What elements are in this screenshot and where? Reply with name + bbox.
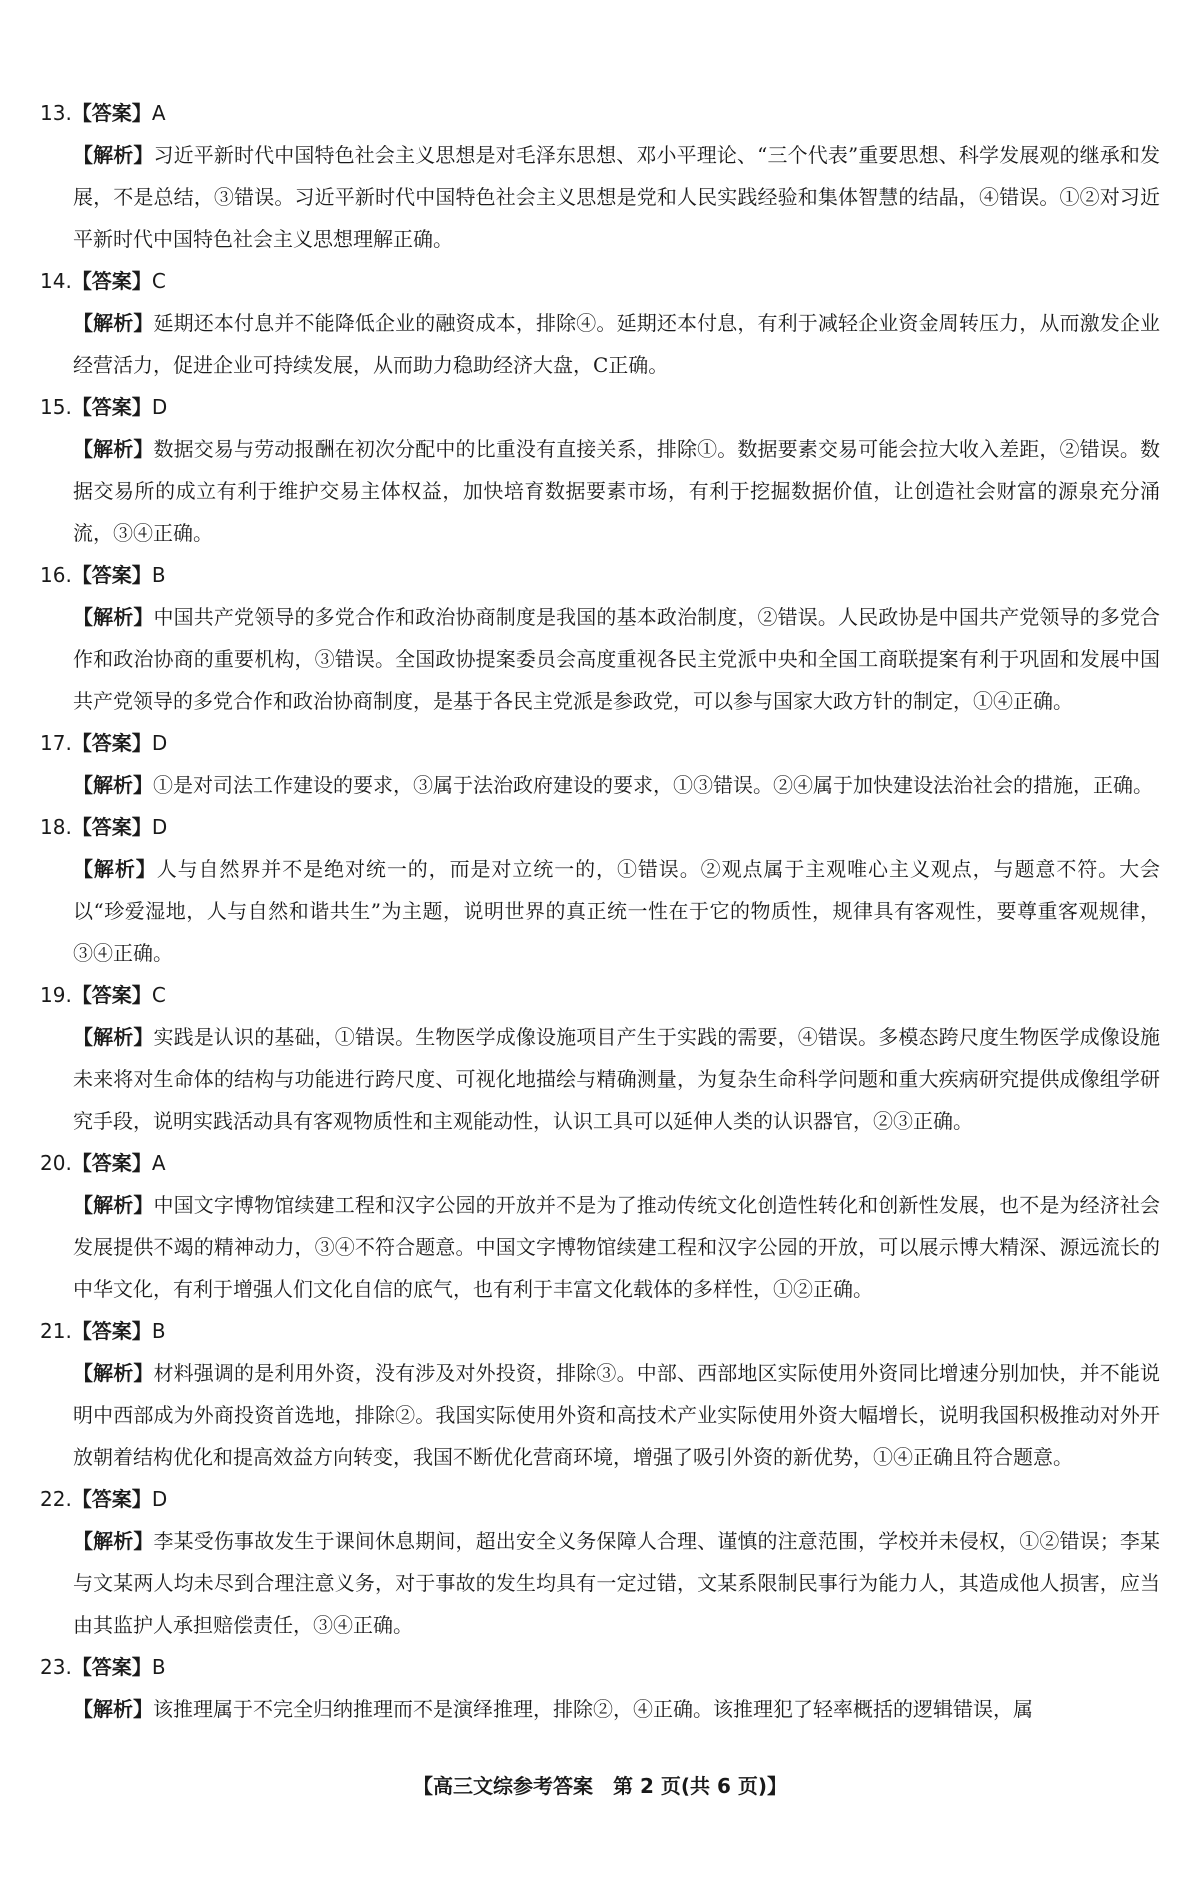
question-20 xyxy=(40,1142,1160,1310)
answer-value: C xyxy=(151,269,166,293)
question-18 xyxy=(40,806,1160,974)
question-number: 19. xyxy=(40,983,72,1007)
analysis-body: 中国文字博物馆续建工程和汉字公园的开放并不是为了推动传统文化创造性转化和创新性发展，也不是为经济社会发展提供不竭的精神动力，③④不符合题意。中国文字博物馆续建工程和汉字公园的开放，可以展示博大精深、源远流长的中华文化，有利于增强人们文化自信的底气，也有利于丰富文化载体的多样性，①②正确。 xyxy=(73,1193,1161,1301)
analysis-text xyxy=(73,428,1160,554)
analysis-text xyxy=(73,1184,1160,1310)
question-number: 17. xyxy=(40,731,72,755)
analysis-text xyxy=(73,764,1160,806)
answer-line xyxy=(40,260,1160,302)
answer-line xyxy=(40,554,1160,596)
question-15 xyxy=(40,386,1160,554)
analysis-label: 【解析】 xyxy=(73,311,154,335)
answer-label: 【答案】 xyxy=(71,1487,152,1511)
answer-line xyxy=(40,806,1160,848)
answer-label: 【答案】 xyxy=(71,1319,152,1343)
answer-line xyxy=(40,92,1160,134)
analysis-label: 【解析】 xyxy=(73,143,154,167)
answer-value: A xyxy=(151,1151,166,1175)
question-number: 22. xyxy=(40,1487,72,1511)
question-number: 20. xyxy=(40,1151,72,1175)
question-22 xyxy=(40,1478,1160,1646)
question-number: 14. xyxy=(40,269,72,293)
analysis-label: 【解析】 xyxy=(73,1529,154,1553)
analysis-text xyxy=(73,1352,1160,1478)
analysis-text xyxy=(73,1016,1160,1142)
question-23 xyxy=(40,1646,1160,1730)
analysis-body: 该推理属于不完全归纳推理而不是演绎推理，排除②，④正确。该推理犯了轻率概括的逻辑错误，属 xyxy=(153,1697,1033,1721)
answer-line xyxy=(40,974,1160,1016)
answer-label: 【答案】 xyxy=(71,269,152,293)
question-19 xyxy=(40,974,1160,1142)
analysis-label: 【解析】 xyxy=(73,1361,154,1385)
question-21 xyxy=(40,1310,1160,1478)
analysis-text xyxy=(73,134,1160,260)
answer-label: 【答案】 xyxy=(71,101,152,125)
answer-label: 【答案】 xyxy=(71,983,152,1007)
analysis-body: 李某受伤事故发生于课间休息期间，超出安全义务保障人合理、谨慎的注意范围，学校并未侵权，①②错误；李某与文某两人均未尽到合理注意义务，对于事故的发生均具有一定过错，文某系限制民事行为能力人，其造成他人损害，应当由其监护人承担赔偿责任，③④正确。 xyxy=(73,1529,1161,1637)
question-number: 16. xyxy=(40,563,72,587)
analysis-label: 【解析】 xyxy=(73,437,154,461)
answer-line xyxy=(40,722,1160,764)
question-number: 23. xyxy=(40,1655,72,1679)
answer-label: 【答案】 xyxy=(71,815,152,839)
answer-line xyxy=(40,386,1160,428)
analysis-label: 【解析】 xyxy=(73,1193,154,1217)
question-17 xyxy=(40,722,1160,806)
analysis-label: 【解析】 xyxy=(73,773,153,797)
answer-label: 【答案】 xyxy=(71,1655,152,1679)
analysis-body: ①是对司法工作建设的要求，③属于法治政府建设的要求，①③错误。②④属于加快建设法治社会的措施，正确。 xyxy=(153,773,1153,797)
question-number: 21. xyxy=(40,1319,72,1343)
answer-key-page xyxy=(40,92,1160,1730)
question-13 xyxy=(40,92,1160,260)
page-footer: 【高三文综参考答案 第 2 页(共 6 页)】 xyxy=(413,1774,787,1798)
analysis-body: 习近平新时代中国特色社会主义思想是对毛泽东思想、邓小平理论、“三个代表”重要思想、科学发展观的继承和发展，不是总结，③错误。习近平新时代中国特色社会主义思想是党和人民实践经验和集体智慧的结晶，④错误。①②对习近平新时代中国特色社会主义思想理解正确。 xyxy=(73,143,1161,251)
analysis-text xyxy=(73,302,1160,386)
analysis-body: 中国共产党领导的多党合作和政治协商制度是我国的基本政治制度，②错误。人民政协是中国共产党领导的多党合作和政治协商的重要机构，③错误。全国政协提案委员会高度重视各民主党派中央和全国工商联提案有利于巩固和发展中国共产党领导的多党合作和政治协商制度，是基于各民主党派是参政党，可以参与国家大政方针的制定，①④正确。 xyxy=(73,605,1161,713)
answer-label: 【答案】 xyxy=(71,731,152,755)
answer-value: B xyxy=(151,1319,166,1343)
question-16 xyxy=(40,554,1160,722)
analysis-body: 延期还本付息并不能降低企业的融资成本，排除④。延期还本付息，有利于减轻企业资金周转压力，从而激发企业经营活力，促进企业可持续发展，从而助力稳助经济大盘，C正确。 xyxy=(73,311,1161,377)
answer-value: D xyxy=(151,1487,168,1511)
answer-value: C xyxy=(151,983,166,1007)
answer-value: D xyxy=(151,395,168,419)
analysis-label: 【解析】 xyxy=(73,857,157,881)
analysis-text xyxy=(73,1520,1160,1646)
analysis-body: 人与自然界并不是绝对统一的，而是对立统一的，①错误。②观点属于主观唯心主义观点，与题意不符。大会以“珍爱湿地，人与自然和谐共生”为主题，说明世界的真正统一性在于它的物质性，规律具有客观性，要尊重客观规律，③④正确。 xyxy=(73,857,1161,965)
answer-line xyxy=(40,1478,1160,1520)
analysis-label: 【解析】 xyxy=(73,1697,153,1721)
question-14 xyxy=(40,260,1160,386)
answer-label: 【答案】 xyxy=(71,395,152,419)
analysis-body: 数据交易与劳动报酬在初次分配中的比重没有直接关系，排除①。数据要素交易可能会拉大收入差距，②错误。数据交易所的成立有利于维护交易主体权益，加快培育数据要素市场，有利于挖掘数据价值，让创造社会财富的源泉充分涌流，③④正确。 xyxy=(73,437,1161,545)
question-number: 18. xyxy=(40,815,72,839)
analysis-body: 材料强调的是利用外资，没有涉及对外投资，排除③。中部、西部地区实际使用外资同比增速分别加快，并不能说明中西部成为外商投资首选地，排除②。我国实际使用外资和高技术产业实际使用外资大幅增长，说明我国积极推动对外开放朝着结构优化和提高效益方向转变，我国不断优化营商环境，增强了吸引外资的新优势，①④正确且符合题意。 xyxy=(73,1361,1161,1469)
analysis-text xyxy=(73,1688,1160,1730)
answer-label: 【答案】 xyxy=(71,563,152,587)
analysis-label: 【解析】 xyxy=(73,605,154,629)
answer-line xyxy=(40,1142,1160,1184)
question-number: 15. xyxy=(40,395,72,419)
analysis-body: 实践是认识的基础，①错误。生物医学成像设施项目产生于实践的需要，④错误。多模态跨尺度生物医学成像设施未来将对生命体的结构与功能进行跨尺度、可视化地描绘与精确测量，为复杂生命科学问题和重大疾病研究提供成像组学研究手段，说明实践活动具有客观物质性和主观能动性，认识工具可以延伸人类的认识器官，②③正确。 xyxy=(73,1025,1161,1133)
answer-value: A xyxy=(151,101,166,125)
answer-line xyxy=(40,1310,1160,1352)
analysis-label: 【解析】 xyxy=(73,1025,154,1049)
analysis-text xyxy=(73,596,1160,722)
answer-value: D xyxy=(151,731,168,755)
analysis-text xyxy=(73,848,1160,974)
answer-value: B xyxy=(151,563,166,587)
answer-label: 【答案】 xyxy=(71,1151,152,1175)
answer-value: D xyxy=(151,815,168,839)
answer-line xyxy=(40,1646,1160,1688)
answer-value: B xyxy=(151,1655,166,1679)
question-number: 13. xyxy=(40,101,72,125)
